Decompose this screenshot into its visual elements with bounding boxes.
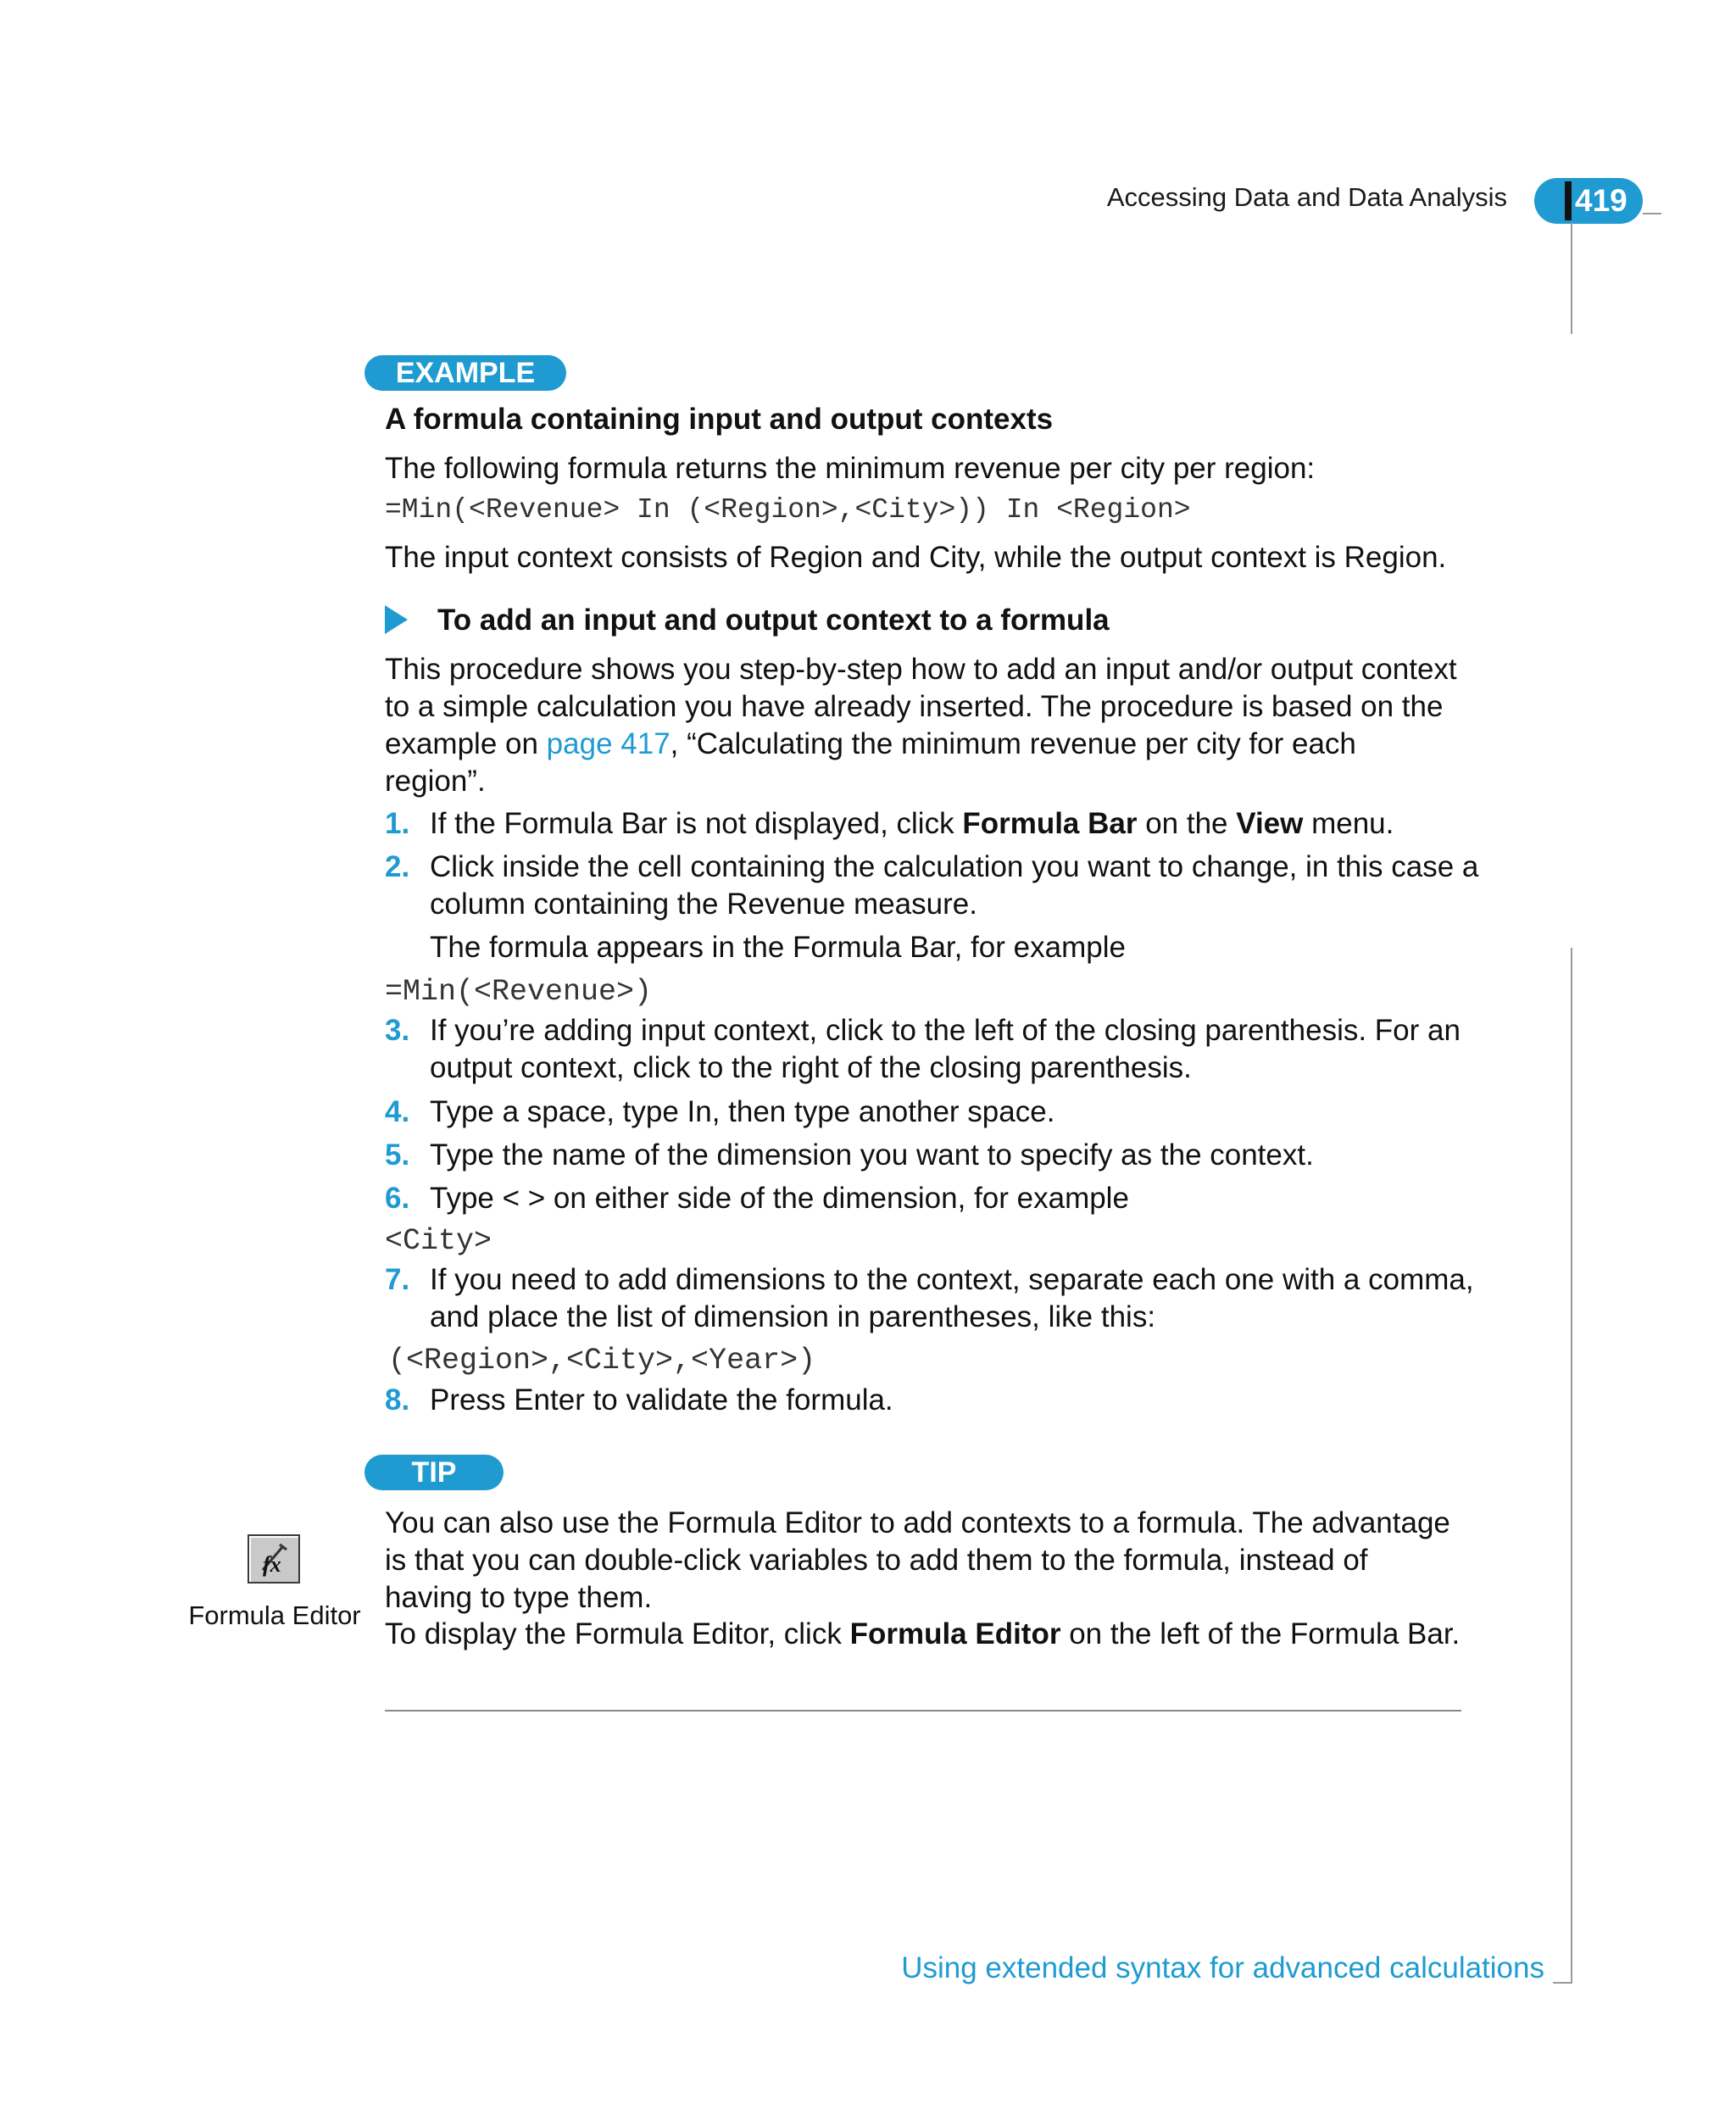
header-rule bbox=[1643, 213, 1661, 214]
step-text: If you need to add dimensions to the context, separate each one with a comma, and place the list of dimension in parentheses, like this: bbox=[430, 1263, 1474, 1333]
running-header-title: Accessing Data and Data Analysis bbox=[1106, 182, 1507, 212]
step-text: Type the name of the dimension you want to specify as the context. bbox=[430, 1138, 1314, 1172]
procedure-intro bbox=[385, 651, 1461, 800]
page-417-link[interactable]: page 417 bbox=[546, 727, 670, 760]
tip-paragraph-2 bbox=[385, 1616, 1461, 1653]
procedure-arrow-icon bbox=[385, 605, 408, 634]
page-number-marker bbox=[1565, 181, 1572, 220]
step-text-part: on the bbox=[1137, 807, 1237, 840]
example-title: A formula containing input and output contexts bbox=[385, 403, 1054, 436]
formula-editor-command: Formula Editor bbox=[849, 1617, 1061, 1650]
tip-text-end: on the left of the Formula Bar. bbox=[1060, 1617, 1461, 1650]
step-number: 3. bbox=[385, 1014, 410, 1047]
step-text: If you’re adding input context, click to the left of the closing parenthesis. For an output context, click to the right of the closing parenthesis. bbox=[430, 1014, 1461, 1084]
example-intro: The following formula returns the minimum revenue per city per region: bbox=[385, 452, 1316, 485]
step-code: <City> bbox=[385, 1224, 492, 1258]
step-code: =Min(<Revenue>) bbox=[385, 975, 653, 1009]
formula-bar-command: Formula Bar bbox=[962, 807, 1138, 840]
step-note: The formula appears in the Formula Bar, for example bbox=[430, 931, 1126, 964]
step-code: (<Region>,<City>,<Year>) bbox=[388, 1344, 816, 1378]
step-number: 6. bbox=[385, 1182, 410, 1215]
tip-text: To display the Formula Editor, click bbox=[385, 1617, 850, 1650]
formula-editor-icon[interactable] bbox=[248, 1534, 300, 1584]
step-number: 2. bbox=[385, 850, 410, 883]
tip-label: TIP bbox=[364, 1455, 504, 1490]
step-text-part: menu. bbox=[1303, 807, 1394, 840]
view-menu-command: View bbox=[1236, 807, 1304, 840]
example-label: EXAMPLE bbox=[364, 355, 566, 391]
step-text-part: If the Formula Bar is not displayed, click bbox=[430, 807, 963, 840]
step-number: 8. bbox=[385, 1383, 410, 1417]
formula-editor-glyph bbox=[249, 1536, 298, 1582]
procedure-title: To add an input and output context to a formula bbox=[437, 604, 1110, 637]
page-number: 419 bbox=[1575, 183, 1628, 218]
tip-paragraph: You can also use the Formula Editor to add contexts to a formula. The advantage is that you can double-click variables to add them to the formula, instead of having to type them. bbox=[385, 1506, 1450, 1614]
step-number: 4. bbox=[385, 1095, 410, 1128]
procedure-intro-text: This procedure shows you step-by-step how to add an input and/or output context to a simple calculation you have already inserted. The procedure is based on the example on bbox=[385, 653, 1457, 760]
step-number: 5. bbox=[385, 1138, 410, 1172]
step-text bbox=[430, 805, 1481, 843]
step-text: Type < > on either side of the dimension, for example bbox=[430, 1182, 1129, 1215]
step-number: 7. bbox=[385, 1263, 410, 1296]
example-explanation: The input context consists of Region and City, while the output context is Region. bbox=[385, 541, 1447, 574]
footer-rule bbox=[1553, 1982, 1572, 1984]
margin-rule bbox=[1571, 948, 1572, 1984]
section-divider bbox=[385, 1710, 1461, 1712]
step-text: Type a space, type In, then type another space. bbox=[430, 1095, 1055, 1128]
procedure-intro-text-end: , “Calculating the minimum revenue per city for each region”. bbox=[385, 727, 1356, 798]
margin-rule-top bbox=[1571, 222, 1572, 334]
formula-editor-caption: Formula Editor bbox=[188, 1600, 361, 1630]
fx-glyph: fx bbox=[263, 1552, 281, 1577]
example-formula: =Min(<Revenue> In (<Region>,<City>)) In <Region> bbox=[385, 494, 1191, 526]
step-text: Click inside the cell containing the calculation you want to change, in this case a column containing the Revenue measure. bbox=[430, 850, 1479, 921]
step-number: 1. bbox=[385, 807, 410, 840]
step-text: Press Enter to validate the formula. bbox=[430, 1383, 893, 1417]
running-footer: Using extended syntax for advanced calculations bbox=[901, 1951, 1544, 1984]
